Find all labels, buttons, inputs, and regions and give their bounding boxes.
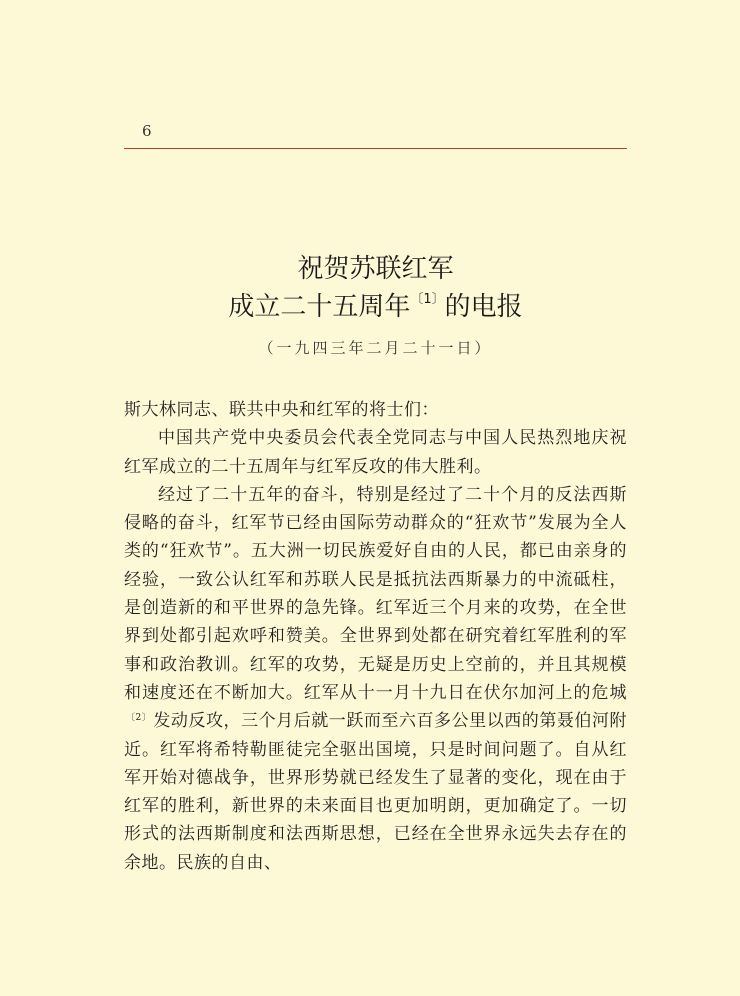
paragraph-2-part-1: 经过了二十五年的奋斗，特别是经过了二十个月的反法西斯侵略的奋斗，红军节已经由国际劳动群众的“狂欢节”发展为全人类的“狂欢节”。五大洲一切民族爱好自由的人民，都已由亲身的经验，一致公认红军和苏联人民是抵抗法西斯暴力的中流砥柱，是创造新的和平世界的急先锋。红军近三个月来的攻势，在全世界到处都引起欢呼和赞美。全世界到处都在研究着红军胜利的军事和政治教训。红军的攻势，无疑是历史上空前的，并且其规模和速度还在不断加大。红军从十一月十九日在伏尔加河上的危城 <box>124 484 627 703</box>
footnote-marker-2[interactable]: 〔2〕 <box>126 713 152 724</box>
title-line-2-text: 成立二十五周年 <box>228 292 411 322</box>
paragraph-1: 中国共产党中央委员会代表全党同志与中国人民热烈地庆祝红军成立的二十五周年与红军反攻的伟大胜利。 <box>124 428 627 477</box>
title-line-2 <box>124 288 627 326</box>
title-footnote-marker[interactable]: 〔1〕 <box>410 292 445 307</box>
salutation: 斯大林同志、联共中央和红军的将士们： <box>124 400 439 420</box>
paragraph-2 <box>124 481 627 877</box>
document-title <box>124 250 627 326</box>
header-divider <box>124 148 627 149</box>
title-line-2-suffix: 的电报 <box>444 292 523 322</box>
paragraph-2-part-2: 发动反攻，三个月后就一跃而至六百多公里以西的第聂伯河附近。红军将希特勒匪徒完全驱出国境，只是时间问题了。自从红军开始对德战争，世界形势就已经发生了显著的变化，现在由于红军的胜利，新世界的未来面目也更加明朗，更加确定了。一切形式的法西斯制度和法西斯思想，已经在全世界永远失去存在的余地。民族的自由、 <box>124 711 627 873</box>
title-line-1: 祝贺苏联红军 <box>297 254 454 284</box>
page-number: 6 <box>142 122 152 140</box>
document-date: （一九四三年二月二十一日） <box>258 339 493 357</box>
document-body <box>124 396 627 877</box>
